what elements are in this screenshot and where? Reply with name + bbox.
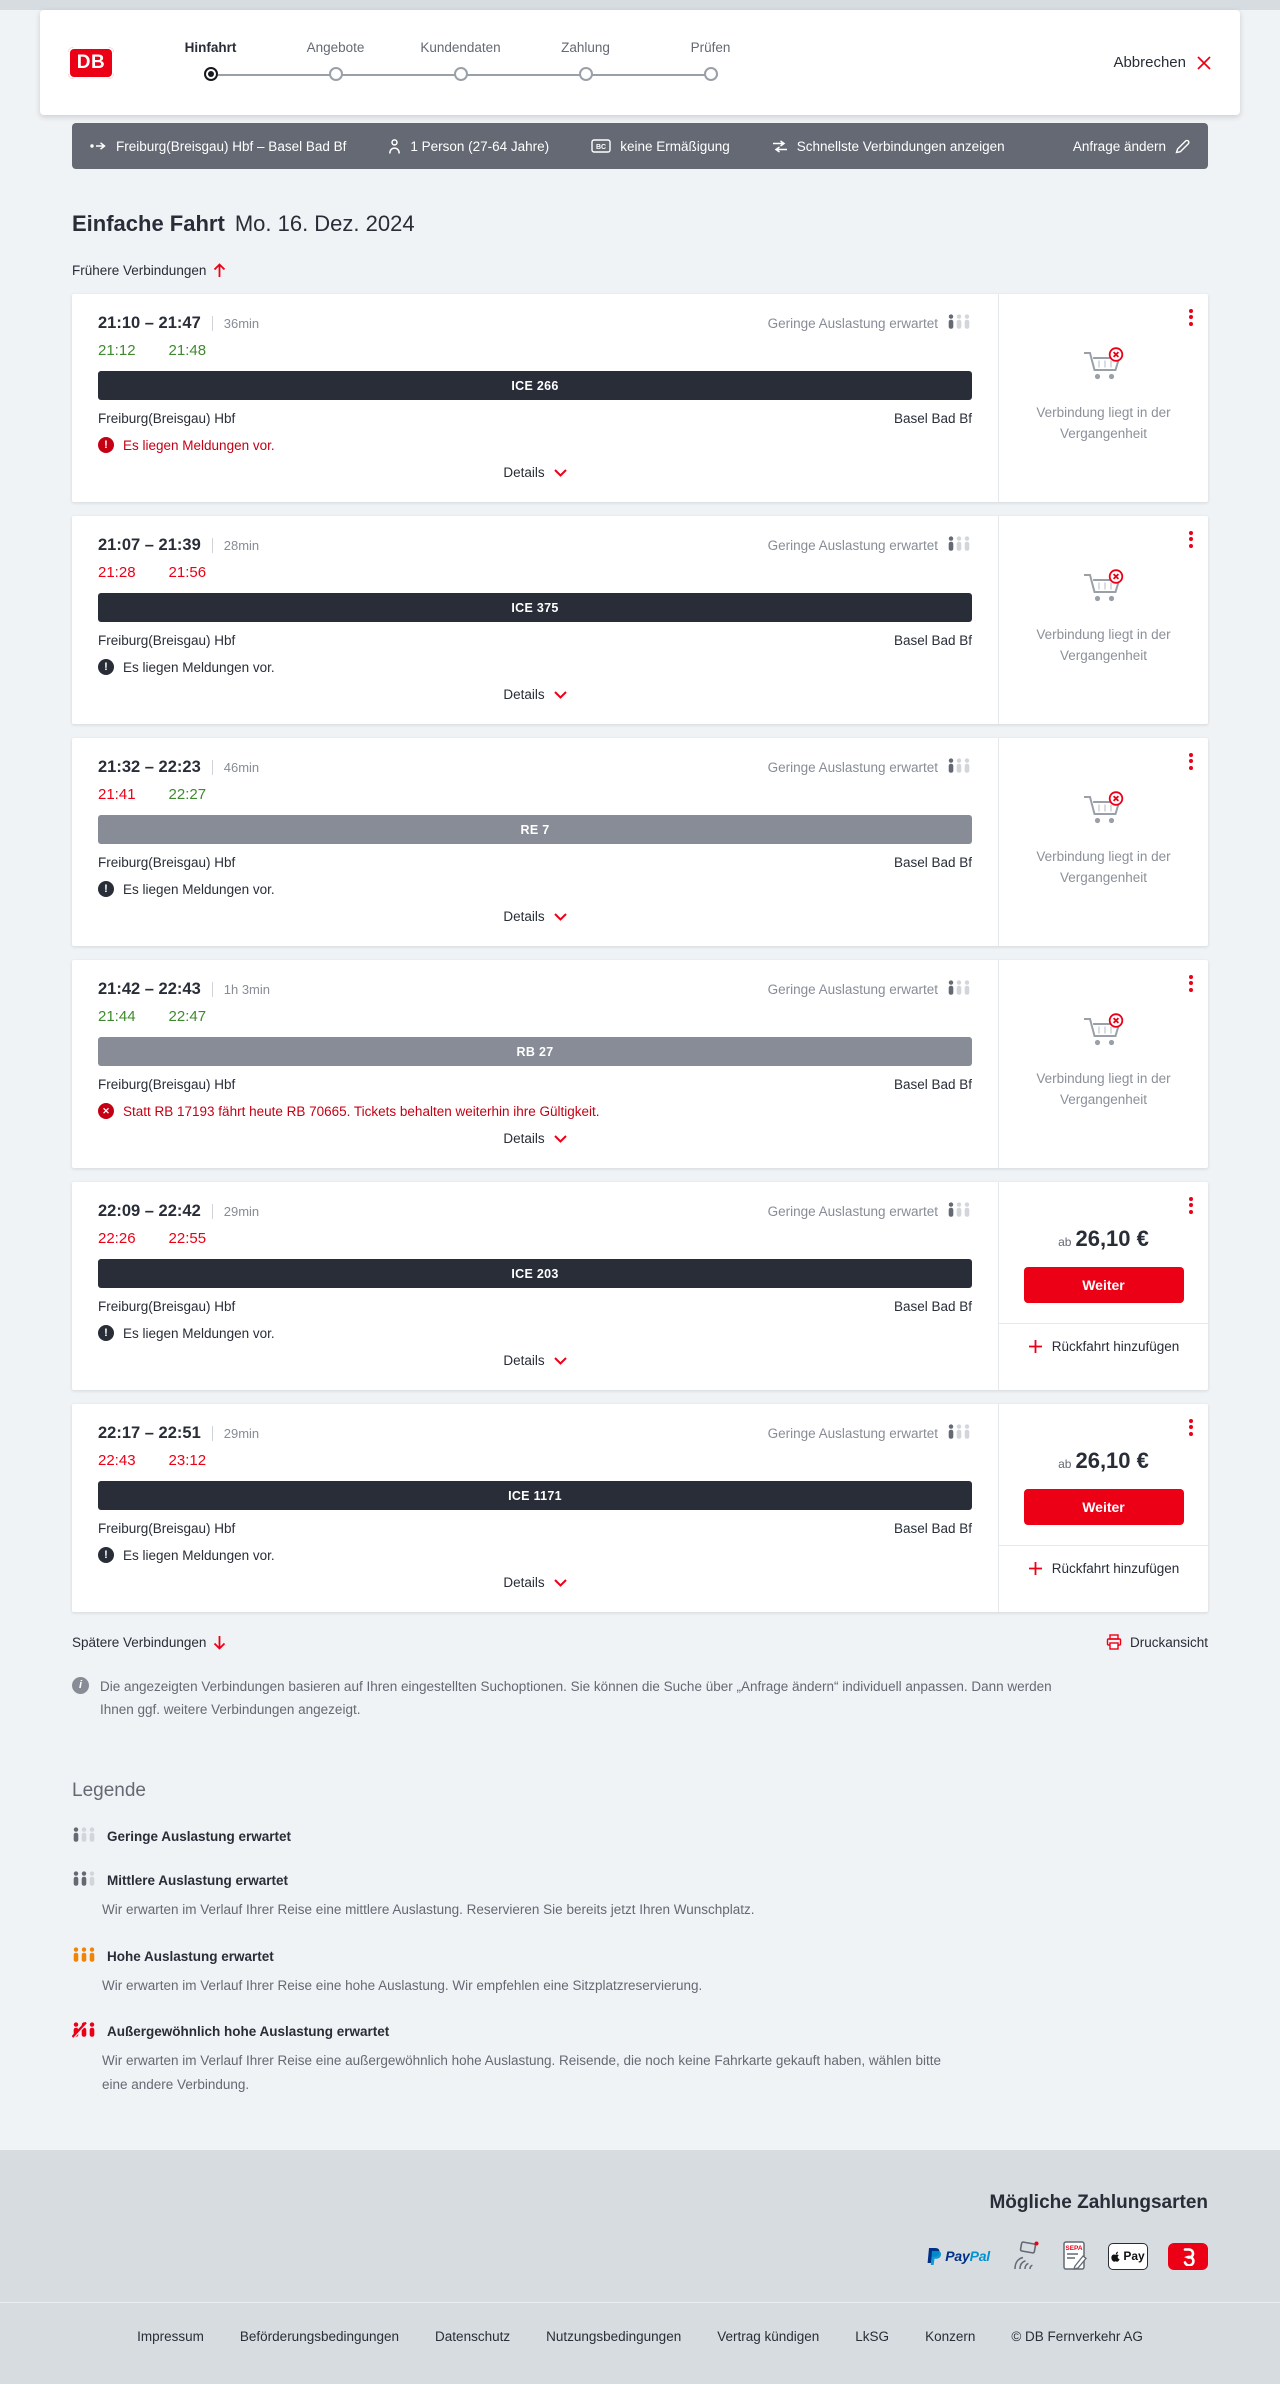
db-logo: DB (68, 47, 114, 79)
realtime-arrival: 22:27 (168, 786, 207, 803)
route-summary: Freiburg(Breisgau) Hbf – Basel Bad Bf (90, 139, 346, 154)
kebab-menu[interactable] (1189, 1416, 1193, 1438)
divider (999, 1323, 1208, 1324)
price: ab 26,10 € (1058, 1226, 1149, 1251)
connections-list (72, 294, 1208, 1612)
arrow-down-icon (213, 1635, 226, 1650)
legend-item-description: Wir erwarten im Verlauf Ihrer Reise eine außergewöhnlich hohe Auslastung. Reisende, die noch keine Fahrkarte gekauft haben, wählen bitte eine andere Verbindung. (102, 2053, 941, 2092)
info-icon (72, 1677, 89, 1694)
kebab-menu[interactable] (1189, 528, 1193, 550)
arrival-station: Basel Bad Bf (893, 1299, 972, 1314)
apple-pay-logo: Pay (1108, 2243, 1148, 2270)
message-icon (98, 881, 114, 897)
train-label-bar: ICE 203 (98, 1259, 972, 1288)
kebab-menu[interactable] (1189, 750, 1193, 772)
message-row: ✕ Statt RB 17193 fährt heute RB 70665. Tickets behalten weiterhin ihre Gültigkeit. (98, 1103, 972, 1119)
occupancy-status: Geringe Auslastung erwartet (768, 1202, 972, 1221)
plus-icon (1028, 1561, 1043, 1576)
connection-card (72, 1182, 1208, 1390)
duration: 46min (223, 760, 260, 775)
kebab-menu[interactable] (1189, 972, 1193, 994)
legend-title: Legende (72, 1779, 146, 1801)
svg-text:BC: BC (596, 144, 607, 151)
duration: 29min (223, 1426, 260, 1441)
arrival-station: Basel Bad Bf (893, 411, 972, 426)
print-view-button[interactable]: Druckansicht (1106, 1634, 1208, 1650)
db-bonus-icon (1168, 2243, 1208, 2270)
time-range: 21:32 – 22:23 (98, 758, 201, 776)
step-dot-icon (329, 67, 343, 81)
time-range: 21:10 – 21:47 (98, 314, 201, 332)
connection-side-panel (998, 516, 1208, 724)
legend-item-title: Außergewöhnlich hohe Auslastung erwartet (107, 2024, 390, 2040)
step-label: Kundendaten (420, 39, 501, 55)
departure-station: Freiburg(Breisgau) Hbf (98, 1521, 236, 1536)
passenger-summary: 1 Person (27-64 Jahre) (388, 139, 549, 154)
departure-station: Freiburg(Breisgau) Hbf (98, 411, 236, 426)
kebab-menu[interactable] (1189, 306, 1193, 328)
page-upper (0, 10, 1280, 2150)
separator (212, 316, 213, 331)
time-range: 21:07 – 21:39 (98, 536, 201, 554)
cart-unavailable-icon (1080, 790, 1128, 833)
message-row: ! Es liegen Meldungen vor. (98, 1547, 972, 1563)
legend-item (72, 2022, 1208, 2096)
close-icon (1196, 55, 1212, 71)
divider (999, 1545, 1208, 1546)
occupancy-icon (947, 1202, 972, 1221)
payment-section (0, 2150, 1280, 2302)
realtime-departure: 21:44 (98, 1008, 136, 1025)
footer-link[interactable]: Beförderungsbedingungen (239, 2329, 400, 2345)
copyright: © DB Fernverkehr AG (1011, 2329, 1143, 2345)
message-icon (98, 1325, 114, 1341)
sepa-direct-debit-icon (1062, 2240, 1088, 2272)
legend-item-description: Wir erwarten im Verlauf Ihrer Reise eine hohe Auslastung. Wir empfehlen eine Sitzplatzreservierung. (102, 1977, 703, 1993)
footer (0, 2302, 1280, 2384)
kebab-menu[interactable] (1189, 1194, 1193, 1216)
legend-item (72, 1871, 1208, 1922)
time-range: 22:09 – 22:42 (98, 1202, 201, 1220)
occupancy-status: Geringe Auslastung erwartet (768, 980, 972, 999)
cart-unavailable-icon (1080, 1012, 1128, 1055)
bahncard-icon (591, 139, 611, 153)
svg-text:SEPA: SEPA (1065, 2245, 1083, 2253)
stepper-step (148, 40, 273, 86)
edit-request-button[interactable]: Anfrage ändern (1073, 139, 1190, 154)
message-icon (98, 1103, 114, 1119)
connection-card (72, 960, 1208, 1168)
legend-items (72, 1827, 1208, 2097)
departure-station: Freiburg(Breisgau) Hbf (98, 1299, 236, 1314)
discount-summary: BC keine Ermäßigung (591, 139, 730, 154)
train-label-bar: ICE 375 (98, 593, 972, 622)
message-row: ! Es liegen Meldungen vor. (98, 437, 972, 453)
message-row: ! Es liegen Meldungen vor. (98, 1325, 972, 1341)
message-icon (98, 437, 114, 453)
step-label: Angebote (306, 39, 365, 55)
past-caption: Verbindung liegt in der Vergangenheit (1036, 849, 1171, 885)
step-label: Prüfen (690, 39, 731, 55)
departure-station: Freiburg(Breisgau) Hbf (98, 1077, 236, 1092)
realtime-times (98, 786, 972, 803)
past-caption: Verbindung liegt in der Vergangenheit (1036, 1071, 1171, 1107)
step-dot-icon (704, 67, 718, 81)
paypal-logo: PayPal (926, 2247, 990, 2266)
oneway-arrow-icon (90, 141, 107, 151)
cancel-label: Abbrechen (1113, 54, 1186, 71)
arrival-station: Basel Bad Bf (893, 855, 972, 870)
stepper-step (648, 40, 773, 86)
realtime-arrival: 21:56 (168, 564, 207, 581)
weiter-button[interactable]: Weiter (1024, 1267, 1184, 1303)
realtime-departure: 22:26 (98, 1230, 136, 1247)
realtime-times (98, 1452, 972, 1469)
price: ab 26,10 € (1058, 1448, 1149, 1473)
chevron-down-icon (554, 691, 567, 699)
legend-item-description: Wir erwarten im Verlauf Ihrer Reise eine mittlere Auslastung. Reservieren Sie bereits jetzt Ihren Wunschplatz. (102, 1901, 755, 1917)
stepper-step (398, 40, 523, 86)
occupancy-level-icon (72, 1827, 97, 1846)
departure-station: Freiburg(Breisgau) Hbf (98, 855, 236, 870)
duration: 28min (223, 538, 260, 553)
realtime-departure: 21:28 (98, 564, 136, 581)
footer-link[interactable]: Datenschutz (435, 2329, 511, 2345)
pencil-icon (1175, 139, 1190, 154)
footer-link[interactable]: Konzern (925, 2329, 976, 2345)
stepper (148, 40, 773, 86)
connection-side-panel (998, 1404, 1208, 1612)
chevron-down-icon (554, 1357, 567, 1365)
legend-section (72, 1780, 1208, 2097)
details-toggle[interactable]: Details (497, 1119, 572, 1158)
occupancy-status: Geringe Auslastung erwartet (768, 758, 972, 777)
past-caption: Verbindung liegt in der Vergangenheit (1036, 405, 1171, 441)
connection-side-panel (998, 738, 1208, 946)
footer-link[interactable]: Impressum (137, 2329, 204, 2345)
realtime-arrival: 23:12 (168, 1452, 207, 1469)
add-return-button[interactable]: Rückfahrt hinzufügen (1028, 1339, 1180, 1354)
occupancy-level-icon (72, 1947, 97, 1966)
arrow-up-icon (213, 263, 226, 278)
details-toggle[interactable]: Details (497, 1563, 572, 1602)
travel-date: Mo. 16. Dez. 2024 (234, 211, 415, 236)
realtime-times (98, 1008, 972, 1025)
chevron-down-icon (554, 469, 567, 477)
realtime-departure: 21:12 (98, 342, 136, 359)
details-toggle[interactable]: Details (497, 453, 572, 492)
person-icon (388, 139, 401, 154)
realtime-departure: 22:43 (98, 1452, 136, 1469)
step-dot-icon (454, 67, 468, 81)
footer-link[interactable]: LkSG (855, 2329, 890, 2345)
chevron-down-icon (554, 913, 567, 921)
connection-card (72, 1404, 1208, 1612)
separator (212, 1204, 213, 1219)
later-connections-button[interactable]: Spätere Verbindungen (72, 1634, 226, 1650)
payment-title: Mögliche Zahlungsarten (989, 2192, 1208, 2214)
duration: 29min (223, 1204, 260, 1219)
details-toggle[interactable]: Details (497, 675, 572, 714)
connection-side-panel (998, 294, 1208, 502)
stepper-step (523, 40, 648, 86)
credit-card-hand-icon (1010, 2240, 1042, 2272)
query-summary-bar (72, 123, 1208, 169)
occupancy-status: Geringe Auslastung erwartet (768, 536, 972, 555)
occupancy-level-icon (72, 2022, 97, 2041)
realtime-times (98, 564, 972, 581)
past-caption: Verbindung liegt in der Vergangenheit (1036, 627, 1171, 663)
footer-links (72, 2329, 1208, 2344)
message-icon (98, 1547, 114, 1563)
connection-side-panel (998, 1182, 1208, 1390)
cart-unavailable-icon (1080, 568, 1128, 611)
separator (212, 538, 213, 553)
arrival-station: Basel Bad Bf (893, 1521, 972, 1536)
plus-icon (1028, 1339, 1043, 1354)
time-range: 22:17 – 22:51 (98, 1424, 201, 1442)
step-dot-icon (579, 67, 593, 81)
footer-link[interactable]: Nutzungsbedingungen (546, 2329, 682, 2345)
paypal-icon (926, 2247, 942, 2266)
chevron-down-icon (554, 1135, 567, 1143)
realtime-departure: 21:41 (98, 786, 136, 803)
realtime-times (98, 1230, 972, 1247)
connection-card (72, 294, 1208, 502)
occupancy-status: Geringe Auslastung erwartet (768, 314, 972, 333)
message-row: ! Es liegen Meldungen vor. (98, 881, 972, 897)
step-label: Hinfahrt (184, 39, 237, 55)
earlier-connections-button[interactable]: Frühere Verbindungen (72, 263, 1208, 278)
occupancy-icon (947, 980, 972, 999)
realtime-arrival: 21:48 (168, 342, 207, 359)
occupancy-icon (947, 314, 972, 333)
payment-icons (72, 2240, 1208, 2272)
legend-item-title: Hohe Auslastung erwartet (107, 1948, 274, 1964)
realtime-arrival: 22:55 (168, 1230, 207, 1247)
weiter-button[interactable]: Weiter (1024, 1489, 1184, 1525)
add-return-button[interactable]: Rückfahrt hinzufügen (1028, 1561, 1180, 1576)
realtime-times (98, 342, 972, 359)
departure-station: Freiburg(Breisgau) Hbf (98, 633, 236, 648)
time-range: 21:42 – 22:43 (98, 980, 201, 998)
view-toggle[interactable]: Schnellste Verbindungen anzeigen (772, 139, 1005, 154)
arrival-station: Basel Bad Bf (893, 633, 972, 648)
occupancy-icon (947, 1424, 972, 1443)
list-footer (72, 1634, 1208, 1650)
header (40, 10, 1240, 115)
separator (212, 760, 213, 775)
message-row: ! Es liegen Meldungen vor. (98, 659, 972, 675)
train-label-bar: ICE 1171 (98, 1481, 972, 1510)
connection-side-panel (998, 960, 1208, 1168)
train-label-bar: RB 27 (98, 1037, 972, 1066)
chevron-down-icon (554, 1579, 567, 1587)
page-title-row (72, 211, 1208, 237)
cart-unavailable-icon (1080, 346, 1128, 389)
apple-icon (1111, 2250, 1121, 2262)
separator (212, 1426, 213, 1441)
separator (212, 982, 213, 997)
footer-link[interactable]: Vertrag kündigen (717, 2329, 820, 2345)
legend-item-title: Geringe Auslastung erwartet (107, 1828, 292, 1844)
arrival-station: Basel Bad Bf (893, 1077, 972, 1092)
loop-glyph-icon (1179, 2246, 1197, 2266)
info-note: i Die angezeigten Verbindungen basieren auf Ihren eingestellten Suchoptionen. Sie können die Suche über „Anfrage ändern“ individuell anpassen. Dann werden Ihnen ggf. weitere Verbindungen angezeigt. (72, 1676, 1052, 1722)
printer-icon (1106, 1634, 1122, 1650)
connection-card (72, 516, 1208, 724)
step-label: Zahlung (561, 39, 610, 55)
occupancy-icon (947, 536, 972, 555)
step-dot-icon (204, 67, 218, 81)
legend-item (72, 1827, 1208, 1846)
cancel-button[interactable] (1113, 54, 1212, 71)
details-toggle[interactable]: Details (497, 897, 572, 936)
train-label-bar: ICE 266 (98, 371, 972, 400)
duration: 36min (223, 316, 260, 331)
duration: 1h 3min (223, 982, 270, 997)
legend-item-title: Mittlere Auslastung erwartet (107, 1872, 289, 1888)
page-title: Einfache Fahrt (72, 211, 225, 236)
message-icon (98, 659, 114, 675)
sort-arrows-icon (772, 140, 788, 153)
details-toggle[interactable]: Details (497, 1341, 572, 1380)
connection-card (72, 738, 1208, 946)
stepper-step (273, 40, 398, 86)
legend-item (72, 1947, 1208, 1998)
occupancy-level-icon (72, 1871, 97, 1890)
realtime-arrival: 22:47 (168, 1008, 207, 1025)
occupancy-status: Geringe Auslastung erwartet (768, 1424, 972, 1443)
train-label-bar: RE 7 (98, 815, 972, 844)
occupancy-icon (947, 758, 972, 777)
